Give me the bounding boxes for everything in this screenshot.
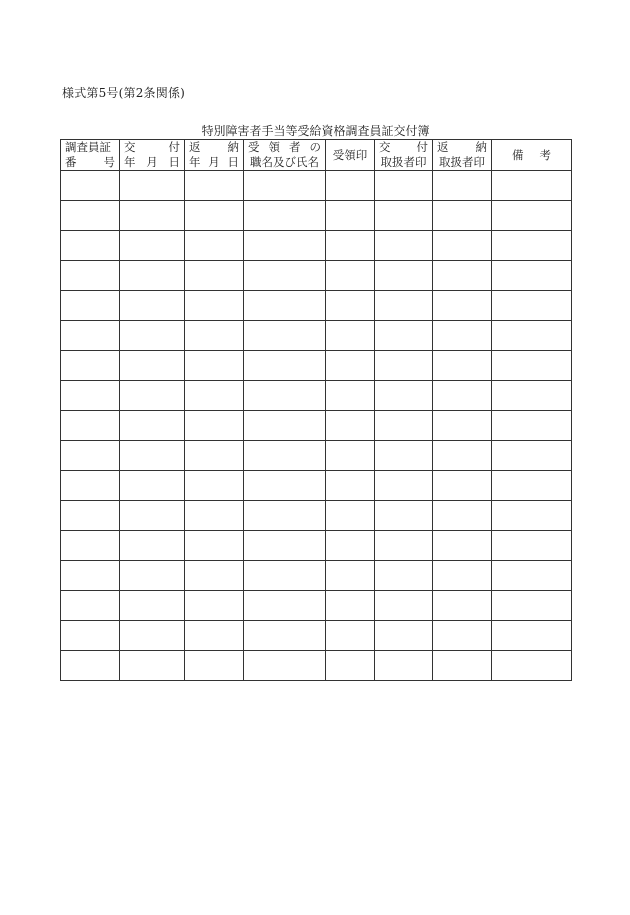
cell-receipt-seal [326, 441, 375, 471]
cell-return-handler-seal [433, 471, 492, 501]
cell-receipt-seal [326, 261, 375, 291]
cell-return-handler-seal [433, 561, 492, 591]
cell-recipient [244, 411, 326, 441]
cell-recipient [244, 171, 326, 201]
cell-return-handler-seal [433, 171, 492, 201]
cell-return-date [185, 261, 244, 291]
header-recipient-title-name: 受 領 者 の 職名及び氏名 [244, 140, 326, 171]
cell-recipient [244, 531, 326, 561]
cell-return-date [185, 231, 244, 261]
cell-certificate-number [61, 201, 120, 231]
table-row [61, 411, 572, 441]
cell-receipt-seal [326, 561, 375, 591]
cell-return-handler-seal [433, 621, 492, 651]
cell-return-handler-seal [433, 531, 492, 561]
cell-receipt-seal [326, 411, 375, 441]
table-row [61, 231, 572, 261]
table-row [61, 621, 572, 651]
issuance-ledger-table [60, 139, 572, 681]
cell-return-handler-seal [433, 591, 492, 621]
cell-receipt-seal [326, 501, 375, 531]
table-row [61, 441, 572, 471]
table-row [61, 291, 572, 321]
cell-issue-handler-seal [375, 171, 433, 201]
cell-remarks [492, 501, 572, 531]
cell-recipient [244, 231, 326, 261]
cell-remarks [492, 201, 572, 231]
cell-issue-handler-seal [375, 411, 433, 441]
cell-certificate-number [61, 591, 120, 621]
cell-certificate-number [61, 381, 120, 411]
cell-recipient [244, 651, 326, 681]
cell-issue-date [120, 531, 185, 561]
cell-issue-date [120, 261, 185, 291]
cell-remarks [492, 171, 572, 201]
cell-certificate-number [61, 291, 120, 321]
cell-return-date [185, 351, 244, 381]
cell-remarks [492, 321, 572, 351]
table-body [61, 171, 572, 681]
table-row [61, 261, 572, 291]
cell-return-date [185, 591, 244, 621]
cell-certificate-number [61, 531, 120, 561]
cell-receipt-seal [326, 381, 375, 411]
cell-recipient [244, 261, 326, 291]
header-return-date: 返 納 年 月 日 [185, 140, 244, 171]
cell-remarks [492, 651, 572, 681]
cell-return-handler-seal [433, 231, 492, 261]
cell-remarks [492, 411, 572, 441]
cell-issue-date [120, 441, 185, 471]
cell-return-date [185, 171, 244, 201]
cell-return-date [185, 651, 244, 681]
cell-issue-date [120, 501, 185, 531]
cell-remarks [492, 381, 572, 411]
cell-certificate-number [61, 651, 120, 681]
form-number: 様式第5号(第2条関係) [62, 86, 186, 100]
header-certificate-number: 調査員証 番 号 [61, 140, 120, 171]
table-row [61, 561, 572, 591]
cell-return-handler-seal [433, 351, 492, 381]
table-row [61, 171, 572, 201]
cell-issue-date [120, 201, 185, 231]
table-row [61, 531, 572, 561]
cell-issue-handler-seal [375, 261, 433, 291]
cell-issue-date [120, 321, 185, 351]
table-row [61, 351, 572, 381]
cell-return-date [185, 501, 244, 531]
cell-certificate-number [61, 351, 120, 381]
cell-receipt-seal [326, 231, 375, 261]
table-row [61, 471, 572, 501]
cell-return-date [185, 201, 244, 231]
cell-issue-handler-seal [375, 651, 433, 681]
cell-receipt-seal [326, 591, 375, 621]
table-header-row [61, 140, 572, 171]
cell-issue-date [120, 471, 185, 501]
cell-issue-date [120, 621, 185, 651]
cell-receipt-seal [326, 621, 375, 651]
cell-issue-handler-seal [375, 501, 433, 531]
cell-receipt-seal [326, 351, 375, 381]
cell-recipient [244, 501, 326, 531]
header-return-handler-seal: 返 納 取扱者印 [433, 140, 492, 171]
cell-return-handler-seal [433, 261, 492, 291]
table-row [61, 381, 572, 411]
cell-return-date [185, 531, 244, 561]
header-receipt-seal: 受領印 [326, 140, 375, 171]
cell-receipt-seal [326, 531, 375, 561]
cell-remarks [492, 291, 572, 321]
cell-receipt-seal [326, 201, 375, 231]
cell-certificate-number [61, 411, 120, 441]
cell-receipt-seal [326, 171, 375, 201]
cell-receipt-seal [326, 471, 375, 501]
cell-return-date [185, 381, 244, 411]
cell-issue-date [120, 411, 185, 441]
cell-certificate-number [61, 231, 120, 261]
cell-return-date [185, 441, 244, 471]
cell-issue-handler-seal [375, 591, 433, 621]
cell-issue-handler-seal [375, 321, 433, 351]
cell-recipient [244, 471, 326, 501]
cell-return-date [185, 471, 244, 501]
cell-certificate-number [61, 561, 120, 591]
table-row [61, 501, 572, 531]
cell-issue-date [120, 351, 185, 381]
table-row [61, 321, 572, 351]
cell-return-date [185, 411, 244, 441]
cell-return-handler-seal [433, 411, 492, 441]
cell-return-handler-seal [433, 381, 492, 411]
cell-recipient [244, 621, 326, 651]
cell-certificate-number [61, 471, 120, 501]
cell-issue-handler-seal [375, 441, 433, 471]
cell-recipient [244, 321, 326, 351]
cell-certificate-number [61, 621, 120, 651]
cell-recipient [244, 381, 326, 411]
table-row [61, 591, 572, 621]
cell-issue-handler-seal [375, 561, 433, 591]
cell-issue-handler-seal [375, 381, 433, 411]
cell-remarks [492, 351, 572, 381]
cell-issue-handler-seal [375, 621, 433, 651]
cell-issue-date [120, 651, 185, 681]
cell-remarks [492, 441, 572, 471]
cell-remarks [492, 561, 572, 591]
form-title: 特別障害者手当等受給資格調査員証交付簿 [201, 124, 430, 138]
cell-issue-handler-seal [375, 531, 433, 561]
cell-issue-handler-seal [375, 201, 433, 231]
cell-certificate-number [61, 441, 120, 471]
cell-issue-handler-seal [375, 291, 433, 321]
cell-certificate-number [61, 501, 120, 531]
cell-issue-date [120, 171, 185, 201]
cell-receipt-seal [326, 321, 375, 351]
cell-receipt-seal [326, 651, 375, 681]
cell-return-handler-seal [433, 291, 492, 321]
cell-certificate-number [61, 321, 120, 351]
cell-return-date [185, 561, 244, 591]
cell-return-handler-seal [433, 501, 492, 531]
cell-return-handler-seal [433, 201, 492, 231]
cell-issue-date [120, 231, 185, 261]
cell-recipient [244, 561, 326, 591]
cell-issue-handler-seal [375, 231, 433, 261]
cell-return-date [185, 321, 244, 351]
cell-return-date [185, 621, 244, 651]
cell-issue-date [120, 561, 185, 591]
cell-remarks [492, 261, 572, 291]
cell-return-date [185, 291, 244, 321]
cell-recipient [244, 291, 326, 321]
cell-certificate-number [61, 171, 120, 201]
cell-remarks [492, 471, 572, 501]
cell-recipient [244, 441, 326, 471]
cell-certificate-number [61, 261, 120, 291]
cell-issue-handler-seal [375, 471, 433, 501]
cell-remarks [492, 591, 572, 621]
cell-return-handler-seal [433, 321, 492, 351]
header-issue-date: 交 付 年 月 日 [120, 140, 185, 171]
header-issue-handler-seal: 交 付 取扱者印 [375, 140, 433, 171]
cell-receipt-seal [326, 291, 375, 321]
cell-issue-date [120, 591, 185, 621]
cell-remarks [492, 531, 572, 561]
cell-issue-date [120, 381, 185, 411]
cell-recipient [244, 591, 326, 621]
table-row [61, 201, 572, 231]
cell-remarks [492, 621, 572, 651]
cell-return-handler-seal [433, 651, 492, 681]
cell-recipient [244, 201, 326, 231]
cell-issue-handler-seal [375, 351, 433, 381]
cell-remarks [492, 231, 572, 261]
cell-return-handler-seal [433, 441, 492, 471]
table-row [61, 651, 572, 681]
cell-recipient [244, 351, 326, 381]
cell-issue-date [120, 291, 185, 321]
header-remarks: 備 考 [492, 140, 572, 171]
